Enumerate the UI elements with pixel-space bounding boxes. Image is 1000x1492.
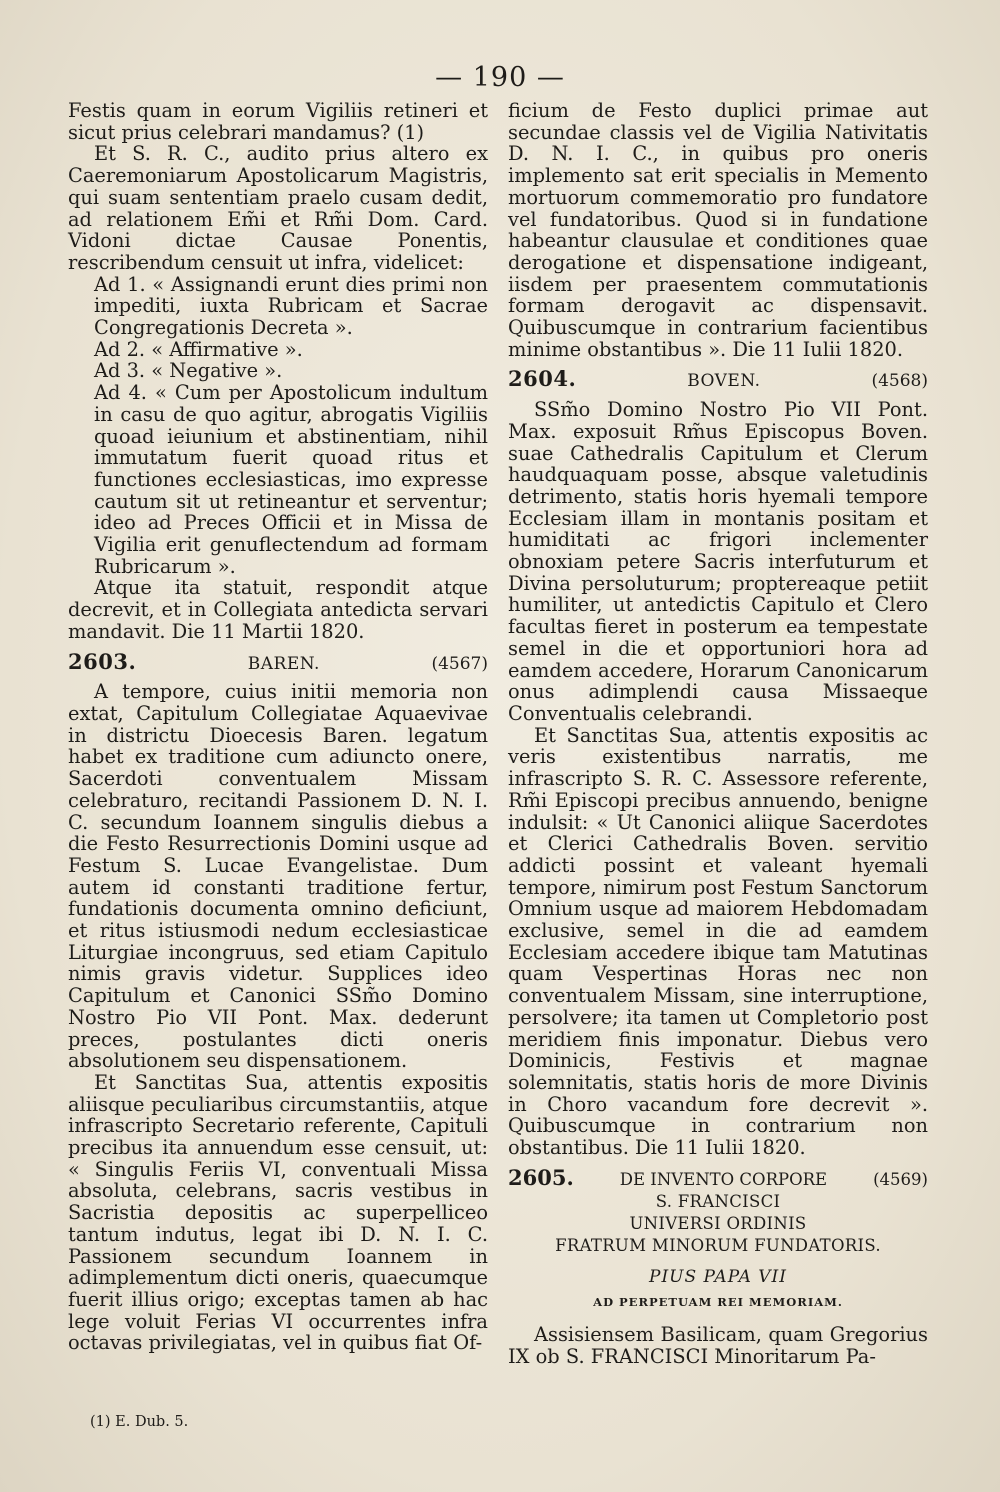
paragraph: Assisiensem Basilicam, quam Gregorius IX ob S. FRANCISCI Minoritarum Pa- bbox=[508, 1323, 928, 1368]
section-title-line: FRATRUM MINORUM FUNDATORIS. bbox=[555, 1235, 881, 1255]
paragraph: Et S. R. C., audito prius altero ex Caeremoniarum Apostolicarum Magistris, qui suam sententiam praelo cusam dedit, ad relationem Em̃i et Rm̃i Dom. Card. Vidoni dictae Causae Ponentis, rescribendum censuit ut infra, videlicet: bbox=[68, 142, 488, 274]
paragraph: Et Sanctitas Sua, attentis expositis aliisque peculiaribus circumstantiis, atque infrascripto Secretario referente, Capituli precibus ita annuendum esse censuit, ut: « Singulis Feriis VI, conventuali Missa absoluta, celebrans, sacris vestibus in Sacristia depositis ac superpelliceo tantum indutus, legat ibi D. N. I. C. Passionem secundum Ioannem in adimplementum dicti oneris, quaecumque fuerit illius origo; exceptas tamen ab hac lege voluit Ferias VI occurrentes infra octavas privilegiatas, vel in quibus fiat Of- bbox=[68, 1070, 488, 1355]
answer-3: Ad 3. « Negative ». bbox=[94, 359, 283, 383]
section-number: 2603. bbox=[68, 648, 137, 674]
section-title-line: UNIVERSI ORDINIS bbox=[629, 1213, 807, 1233]
section-number: 2604. bbox=[508, 366, 577, 392]
paragraph: Atque ita statuit, respondit atque decrevit, et in Collegiata antedicta servari mandavit. Die 11 Martii 1820. bbox=[68, 576, 488, 643]
section-number: 2605. bbox=[508, 1164, 574, 1190]
footnote: (1) E. Dub. 5. bbox=[90, 1414, 189, 1430]
section-place: BOVEN. bbox=[687, 371, 761, 392]
right-column bbox=[508, 100, 928, 1368]
section-title-line: DE INVENTO CORPORE bbox=[619, 1169, 828, 1189]
left-column bbox=[68, 100, 488, 1354]
answer-2: Ad 2. « Affirmative ». bbox=[94, 337, 303, 361]
page-number: — 190 — bbox=[435, 62, 565, 93]
paragraph: A tempore, cuius initii memoria non extat, Capitulum Collegiatae Aquaevivae in districtu Dioecesis Baren. legatum habet ex traditione cum adiuncto onere, Sacerdoti conventualem Missam celebraturo, recitandi Passionem D. N. I. C. secundum Ioannem singulis diebus a die Festo Resurrectionis Domini usque ad Festum S. Lucae Evangelistae. Dum autem id constanti traditione fertur, fundationis documenta omnino deficiunt, et ritus istiusmodi nedum ecclesiasticae Liturgiae incongruus, sed etiam Capitulo nimis gravis videtur. Supplices ideo Capitulum et Canonici SSm̃o Domino Nostro Pio VII Pont. Max. dederunt preces, postulantes dicti oneris absolutionem seu dispensationem. bbox=[68, 680, 488, 1073]
section-ref: (4567) bbox=[431, 653, 488, 674]
pope-heading: PIUS PAPA VII bbox=[649, 1266, 787, 1287]
paragraph: SSm̃o Domino Nostro Pio VII Pont. Max. exposuit Rm̃us Episcopus Boven. suae Cathedralis Capitulum et Clerum haudquaquam posse, absque valetudinis detrimento, statis horis hyemali tempore Ecclesiam illam in montanis positam et humiditati ac frigori inclementer obnoxiam petere Sacris interfuturum et Divina persoluturum; proptereaque petiit humiliter, ut antedictis Capitulo et Clero facultas fieret in posterum ea tempestate semel in die et opportuniori hora ad eamdem accedere, Horarum Canonicarum onus adimplendi causa Missaeque Conventualis celebrandi. bbox=[508, 398, 928, 725]
paragraph: ficium de Festo duplici primae aut secundae classis vel de Vigilia Nativitatis D. N. I. C., in quibus pro oneris implemento sat erit specialis in Memento mortuorum commemoratio pro fundatore vel fundatoribus. Quod si in fundatione habeantur clausulae et conditiones quae derogatione et dispensatione indigeant, iisdem per praesentem commutationis formam derogavit ac dispensavit. Quibuscumque in contrarium facientibus minime obstantibus ». Die 11 Iulii 1820. bbox=[508, 99, 928, 361]
answer-1: Ad 1. « Assignandi erunt dies primi non impediti, iuxta Rubricam et Sacrae Congregationis Decreta ». bbox=[94, 272, 488, 340]
paragraph: Et Sanctitas Sua, attentis expositis ac veris existentibus narratis, me infrascripto S. R. C. Assessore referente, Rm̃i Episcopi precibus annuendo, benigne indulsit: « Ut Canonici aliique Sacerdotes et Clerici Cathedralis Boven. servitio addicti possint et valeant hyemali tempore, nimirum post Festum Sanctorum Omnium usque ad maiorem Hebdomadam exclusive, semel in die ad eamdem Ecclesiam accedere ibique tam Matutinas quam Vespertinas Horas nec non conventualem Missam, sine interruptione, persolvere; ita tamen ut Completorio post meridiem finis imponatur. Diebus vero Dominicis, Festivis et magnae solemnitatis, statis horis de more Divinis in Choro vacandum fore decrevit ». Quibuscumque in contrarium non obstantibus. Die 11 Iulii 1820. bbox=[508, 723, 928, 1160]
section-place: BAREN. bbox=[247, 653, 320, 674]
memoriam-heading: AD PERPETUAM REI MEMORIAM. bbox=[593, 1295, 843, 1310]
section-ref: (4569) bbox=[873, 1169, 928, 1189]
section-heading-2604 bbox=[508, 368, 928, 393]
section-heading-2603 bbox=[68, 648, 488, 676]
section-title-line: S. FRANCISCI bbox=[655, 1191, 781, 1211]
section-heading-2605 bbox=[508, 1164, 928, 1257]
section-ref: (4568) bbox=[871, 371, 928, 392]
intro-text: Festis quam in eorum Vigiliis retineri et sicut prius celebrari mandamus? (1) bbox=[68, 99, 488, 144]
answer-4: Ad 4. « Cum per Apostolicum indultum in casu de quo agitur, abrogatis Vigiliis quoad ieiunium et abstinentiam, nihil immutatum fuerit quoad ritus et functiones ecclesiasticas, imo expresse cautum sit ut retineantur et serventur; ideo ad Preces Officii et in Missa de Vigilia erit genuflectendum ad formam Rubricarum ». bbox=[94, 381, 488, 578]
